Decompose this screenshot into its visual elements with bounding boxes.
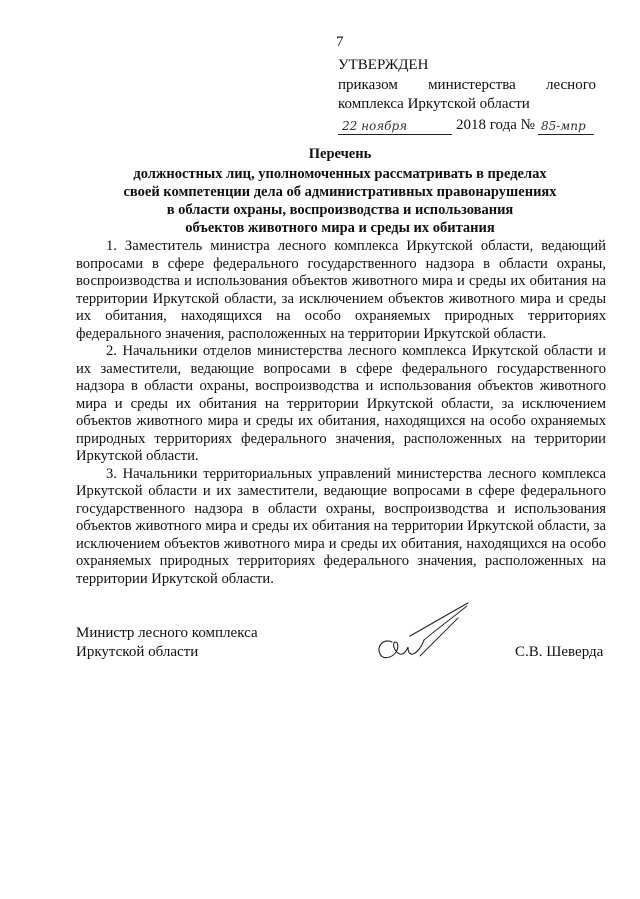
handwritten-signature — [370, 600, 480, 675]
signer-name: С.В. Шеверда — [515, 644, 604, 660]
approval-word: приказом — [338, 77, 398, 93]
approval-line-1 — [338, 76, 596, 95]
title-line: в области охраны, воспроизводства и использования — [166, 202, 514, 218]
approval-date-line — [338, 115, 596, 135]
list-item: 1. Заместитель министра лесного комплекса Иркутской области, ведающий вопросами в сфере федерального государственного надзора в области охраны, воспроизводства и использования объектов животного мира и среды их обитания на территории Иркутской области, за исключением объектов животного мира и среды их обитания, находящихся на особо охраняемых природных территориях федерального значения, расположенных на территории Иркутской области. — [76, 238, 606, 342]
signer-position — [76, 624, 258, 662]
page-number: 7 — [336, 34, 344, 50]
signer-position-line: Иркутской области — [76, 644, 199, 660]
approval-word: министерства — [428, 77, 516, 93]
approval-line-2: комплекса Иркутской области — [338, 96, 530, 112]
signer-position-line: Министр лесного комплекса — [76, 625, 258, 641]
title-line: своей компетенции дела об административных правонарушениях — [123, 184, 557, 200]
approved-label: УТВЕРЖДЕН — [338, 57, 429, 73]
approval-block — [338, 55, 596, 135]
handwritten-date: 22 ноября — [338, 118, 452, 135]
list-item: 3. Начальники территориальных управлений министерства лесного комплекса Иркутской области и их заместители, ведающие вопросами в сфере федерального государственного надзора в области охраны, воспроизводства и использования объектов животного мира и среды их обитания на территории Иркутской области, за исключением объектов животного мира и среды их обитания, находящихся на особо охраняемых природных территориях федерального значения, расположенных на территории Иркутской области. — [76, 465, 606, 587]
title-line: должностных лиц, уполномоченных рассматривать в пределах — [133, 166, 547, 182]
document-title — [60, 145, 620, 237]
title-heading: Перечень — [308, 146, 372, 162]
title-line: объектов животного мира и среды их обитания — [185, 220, 495, 236]
handwritten-order-number: 85-мпр — [538, 118, 594, 135]
year-text: 2018 года № — [456, 117, 535, 133]
document-body — [76, 238, 606, 588]
approval-word: лесного — [546, 77, 596, 93]
list-item: 2. Начальники отделов министерства лесного комплекса Иркутской области и их заместители, ведающие вопросами в сфере федерального государственного надзора в области охраны, воспроизводства и использования объектов животного мира и среды их обитания на территории Иркутской области, за исключением объектов животного мира и среды их обитания, находящихся на особо охраняемых природных территориях федерального значения, расположенных на территории Иркутской области. — [76, 343, 606, 464]
